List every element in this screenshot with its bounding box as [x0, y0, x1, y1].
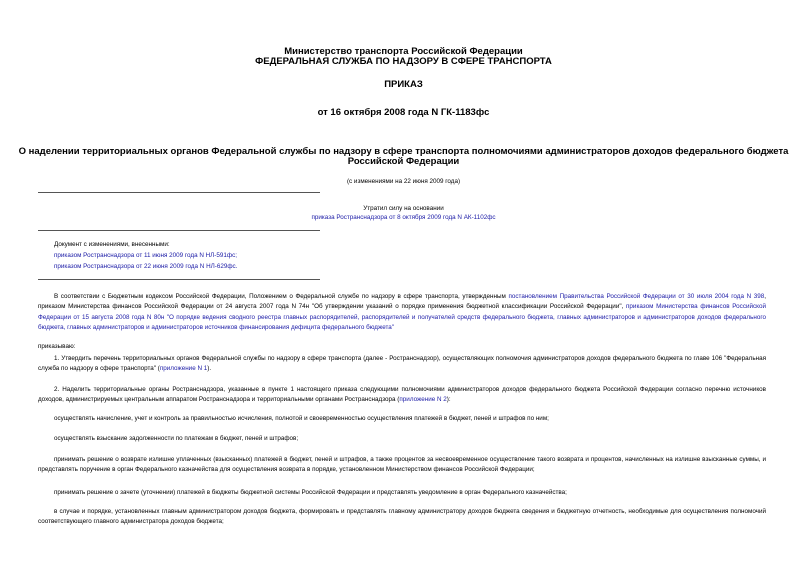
document-type: ПРИКАЗ — [384, 79, 423, 90]
date-number: от 16 октября 2008 года N ГК-1183фс — [317, 107, 490, 118]
paragraph-1-end: ). — [207, 365, 212, 373]
paragraph-2-end: ): — [446, 396, 451, 404]
change-link-1[interactable]: приказом Ространснадзора от 11 июня 2009 года N НЛ-591фс; — [54, 252, 237, 259]
divider — [38, 279, 320, 280]
list-item: в случае и порядке, установленных главным администратором доходов бюджета, формировать и представлять главному администратору доходов бюджета сведения и бюджетную отчетность, необходимые для осуществления полномочий соответствующего главного администратора доходов бюджета; — [38, 508, 766, 526]
finance-order-link[interactable]: приказом Министерства финансов Российской Федерации от 15 августа 2008 года N 80н "О порядке ведения сводного реестра главных распорядителей, распорядителей и получателей средств федерального бюджета, главных администраторов и администраторов доходов федерального бюджета, главных администраторов и администраторов источников финансирования дефицита федерального бюджета" — [38, 303, 766, 332]
list-item: осуществлять начисление, учет и контроль за правильностью исчисления, полнотой и своевременностью осуществления платежей в бюджет, пеней и штрафов по ним; — [54, 415, 549, 422]
preamble-text: В соответствии с Бюджетным кодексом Российской Федерации, Положением о Федеральной службе по надзору в сфере транспорта, утвержденным — [54, 293, 509, 300]
preamble — [38, 292, 766, 334]
ministry-name: Министерство транспорта Российской Федерации — [284, 46, 523, 57]
document-title-cont: Российской Федерации — [347, 156, 460, 167]
change-link-2[interactable]: приказом Ространснадзора от 22 июня 2009 года N НЛ-629фс. — [54, 263, 238, 270]
changes-label: Документ с изменениями, внесенными: — [54, 241, 170, 248]
list-item: принимать решение о зачете (уточнении) платежей в бюджеты бюджетной системы Российской Федерации и представлять уведомление в орган Федерального казначейства; — [54, 489, 567, 496]
divider — [38, 192, 320, 193]
lost-force-link[interactable]: приказа Ространснадзора от 8 октября 2009 года N АК-1102фс — [311, 214, 496, 221]
order-word: приказываю: — [38, 343, 76, 350]
lost-force-label: Утратил силу на основании — [363, 205, 444, 212]
divider — [38, 230, 320, 231]
list-item: принимать решение о возврате излишне уплаченных (взысканных) платежей в бюджет, пеней и штрафов, а также процентов за несвоевременное осуществление такого возврата и процентов, начисленных на излишне взысканные суммы, и представлять поручение в орган Федерального казначейства для осуществления возврата в порядке, установленном Министерством финансов Российской Федерации; — [38, 456, 766, 474]
paragraph-2-text: 2. Наделить территориальные органы Ространснадзора, указанные в пункте 1 настоящего приказа следующими полномочиями администраторов доходов федерального бюджета Российской Федерации согласно перечню источников доходов, администрируемых центральным аппаратом Ространснадзора и территориальными органами Ространснадзора ( — [38, 386, 766, 404]
government-decree-link[interactable]: постановлением Правительства Российской Федерации от 30 июля 2004 года N 398 — [508, 293, 765, 300]
paragraph-1-text: 1. Утвердить перечень территориальных органов Федеральной службы по надзору в сфере транспорта (далее - Ространснадзор), осуществляющих полномочия администраторов доходов федерального бюджета по главе 106 "Федеральная служба по надзору в сфере транспорта" ( — [38, 355, 766, 373]
appendix-1-link[interactable]: приложение N 1 — [159, 365, 208, 373]
amendment-note: (с изменениями на 22 июня 2009 года) — [346, 178, 461, 185]
preamble-text: , приказом Министерства финансов Российской Федерации от 24 августа 2007 года N 74н "Об утверждении указаний о порядке применения бюджетной классификации Российской Федерации", — [38, 293, 766, 311]
document-title: О наделении территориальных органов Федеральной службы по надзору в сфере транспорта полномочиями администраторов доходов федерального бюджета — [18, 146, 789, 157]
appendix-2-link[interactable]: приложение N 2 — [399, 396, 447, 404]
paragraph-1 — [38, 354, 766, 375]
service-name: ФЕДЕРАЛЬНАЯ СЛУЖБА ПО НАДЗОРУ В СФЕРЕ ТРАНСПОРТА — [255, 56, 552, 67]
paragraph-2 — [38, 385, 766, 406]
list-item: осуществлять взыскание задолженности по платежам в бюджет, пеней и штрафов; — [54, 435, 299, 442]
